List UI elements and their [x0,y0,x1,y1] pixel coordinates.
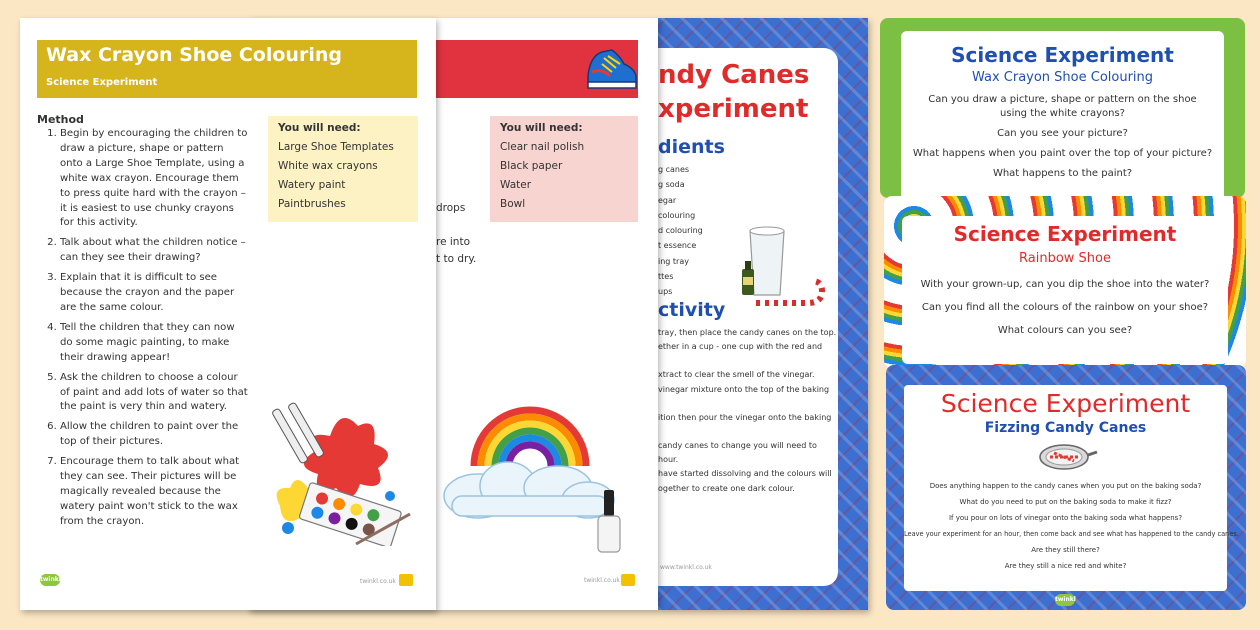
method-step: 5. Ask the children to choose a colour of paint and add lots of water so that the paint is very thin and watery. [60,371,248,416]
method-step: 7. Encourage them to talk about what they can see. Their pictures will be magically revealed because the watery paint won't stick to the wax from the crayon. [60,455,248,530]
list-item: ups [658,287,673,297]
list-item: d colouring [658,226,703,236]
activity-line: candy canes to change you will need to [658,441,817,451]
card-question: If you pour on lots of vinegar onto the baking soda what happens? [948,514,1183,522]
activity-heading: ctivity [658,299,726,321]
card-questions [904,482,1239,571]
card-question: Leave your experiment for an hour, then come back and see what has happened to the candy canes. [904,530,1239,538]
card-question: What happens to the paint? [992,168,1133,179]
card-questions [902,278,1228,338]
card-question: What colours can you see? [997,325,1133,336]
list-item: ttes [658,272,674,282]
needs-item: Large Shoe Templates [278,141,394,153]
card-question: What do you need to put on the baking soda to make it fizz? [959,498,1172,506]
glass-and-candy-cane-illustration [736,223,828,311]
baking-tray-illustration [1034,440,1098,474]
sneaker-icon [582,42,640,94]
method-step: 1. Begin by encouraging the children to draw a picture, shape or pattern onto a Large Shoe Template, using a white wax crayon. Encourage them to press quite hard with the crayon – it is easiest to use chunky crayons for this activity. [60,127,248,231]
candy-sheet-footer: www.twinkl.co.uk [660,564,712,571]
needs-item: Black paper [500,160,563,172]
card-question: Can you see your picture? [997,128,1128,139]
card-question: With your grown-up, can you dip the shoe into the water? [920,279,1210,290]
card-question: Are they still there? [1031,546,1100,554]
list-item: egar [658,195,677,205]
needs-item: Paintbrushes [278,198,346,210]
back-sheet-footer: twinkl.co.uk [584,577,620,584]
needs-box [490,116,638,222]
method-steps [20,127,248,530]
card-question: What happens when you paint over the top of your picture? [912,148,1213,159]
ingredients-heading: dients [658,136,725,158]
card-title: Science Experiment [953,222,1177,246]
needs-title: You will need: [278,122,361,134]
wax-crayon-sheet [20,18,436,610]
nail-polish-icon [596,488,622,558]
method-step: 2. Talk about what the children notice – can they see their drawing? [60,236,248,266]
sheet-subtitle: Science Experiment [46,77,158,88]
rainbow-illustration [438,396,618,536]
candy-canes-sheet [658,18,868,610]
list-item: t essence [658,241,697,251]
activity-text [658,326,838,496]
card-subtitle: Rainbow Shoe [1019,251,1111,266]
list-item: ing tray [658,256,689,266]
needs-item: Bowl [500,198,526,210]
twinkl-logo: twinkl [1055,594,1075,606]
method-step: 4. Tell the children that they can now do some magic painting, to make their drawing appear! [60,321,248,366]
list-item: colouring [658,210,696,220]
card-question: Are they still a nice red and white? [1004,562,1127,570]
card-title: Science Experiment [951,43,1174,67]
candy-sheet-title: ndy Canes xperiment [658,60,810,124]
activity-line: ition then pour the vinegar onto the baking [658,412,832,422]
needs-item: Watery paint [278,179,346,191]
method-step: 6. Allow the children to paint over the top of their pictures. [60,420,248,450]
twinkl-logo: twinkl [40,574,60,586]
needs-title: You will need: [500,122,583,134]
card-title: Science Experiment [940,389,1191,418]
activity-line: xtract to clear the smell of the vinegar. [658,370,815,380]
quality-seal-icon [399,574,413,586]
activity-line: tray, then place the candy canes on the top. [658,328,837,337]
card-subtitle: Fizzing Candy Canes [984,420,1147,436]
paint-palette-illustration [260,396,420,546]
front-sheet-footer: twinkl.co.uk [360,578,396,585]
card-panel [901,31,1224,198]
activity-line: ether in a cup - one cup with the red and [658,342,823,352]
card-question: Does anything happen to the candy canes when you put on the baking soda? [929,482,1202,490]
activity-line: vinegar mixture onto the top of the baking [658,384,830,394]
card-wax-crayon [880,18,1245,198]
activity-line: have started dissolving and the colours will [658,469,832,479]
card-questions [909,93,1216,181]
activity-line: hour. [658,455,679,465]
method-fragments: drops re into t to dry. [436,202,477,265]
card-panel [904,385,1239,591]
card-fizzing-candy-canes [886,365,1246,610]
needs-item: White wax crayons [278,160,378,172]
card-question: Can you draw a picture, shape or pattern on the shoe using the white crayons? [928,94,1197,119]
needs-item: Clear nail polish [500,141,585,153]
method-heading: Method [37,113,84,126]
card-question: Can you find all the colours of the rainbow on your shoe? [921,302,1209,313]
needs-item: Water [500,179,532,191]
sheet-title: Wax Crayon Shoe Colouring [46,44,342,66]
quality-seal-icon [621,574,635,586]
list-item: g soda [658,180,685,190]
card-subtitle: Wax Crayon Shoe Colouring [971,70,1154,85]
card-panel [902,216,1228,364]
ingredients-list [658,162,703,300]
card-rainbow-shoe [884,196,1246,368]
method-step: 3. Explain that it is difficult to see because the crayon and the paper are the same colour. [60,271,248,316]
needs-box [268,116,418,222]
list-item: g canes [658,165,690,174]
activity-line: ogether to create one dark colour. [658,483,795,493]
